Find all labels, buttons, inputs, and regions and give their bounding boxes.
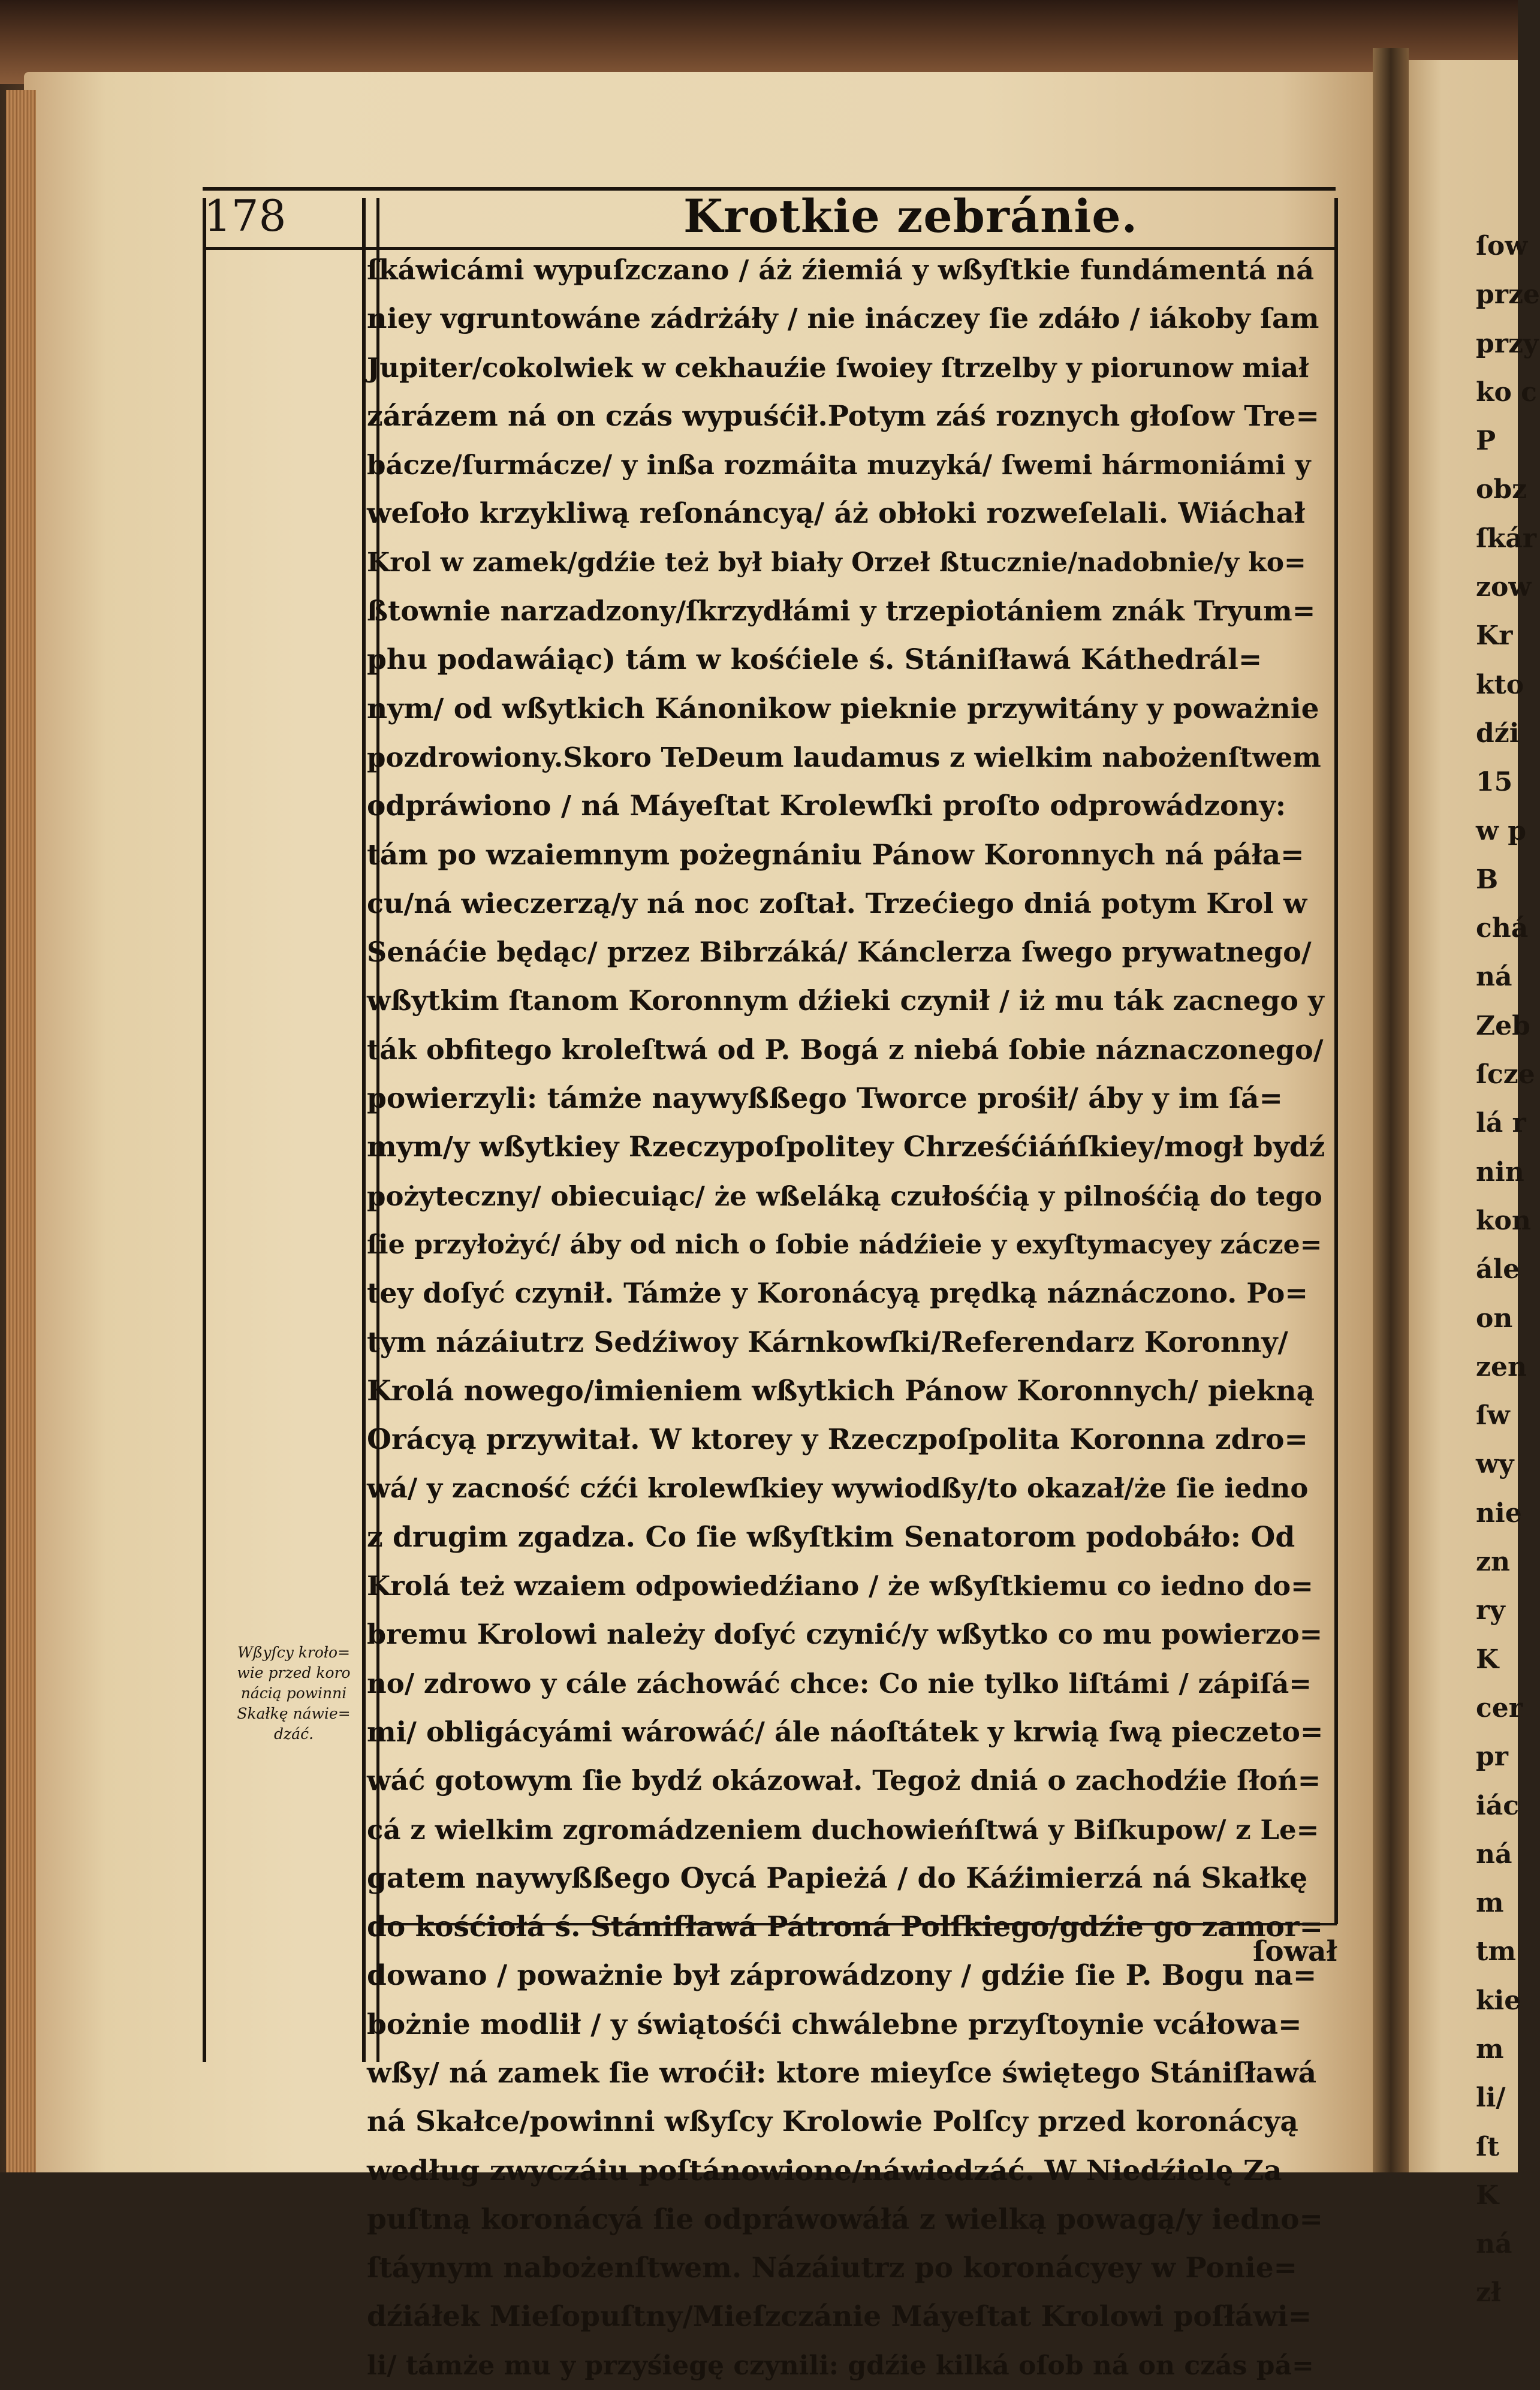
right-page-fragment: B: [1476, 864, 1499, 895]
right-page-fragment: ná: [1476, 2229, 1512, 2260]
right-page-fragment: ry: [1476, 1595, 1505, 1626]
text-line: bácze/ſurmácze/ y inßa rozmáita muzyká/ ſwemi hármoniámi y: [367, 449, 1311, 481]
text-line: tym názáiutrz Sedźiwoy Kárnkowſki/Referendarz Koronny/: [367, 1325, 1288, 1359]
right-page-fragment: ſcze: [1476, 1059, 1535, 1090]
right-page-fragment: tm: [1476, 1936, 1516, 1967]
right-page-fragment: ſow: [1476, 231, 1528, 261]
text-line: ná Skałce/powinni wßyſcy Krolowie Polſcy przed koronácyą: [367, 2105, 1298, 2139]
right-page-fragment: prze: [1476, 279, 1540, 311]
text-line: bremu Krolowi należy doſyć czynić/y wßytko co mu powierzo=: [367, 1618, 1323, 1651]
text-line: tey doſyć czynił. Támże y Koronácyą prędką náznáczono. Po=: [367, 1277, 1308, 1310]
margin-note-line: wie przed koro: [237, 1664, 351, 1681]
text-line: weſoło krzykliwą reſonáncyą/ áż obłoki rozweſelali. Wiáchał: [367, 497, 1306, 531]
right-page-fragment: lá r: [1476, 1108, 1526, 1139]
text-line: li/ támże mu y przyśiegę czynili: gdźie kilká oſob ná on czás pá=: [367, 2350, 1314, 2381]
right-page-fragment: on: [1476, 1303, 1513, 1334]
right-page-fragment: ko c: [1476, 376, 1537, 408]
page-fore-edge: [6, 90, 36, 2172]
right-page-fragment: zow: [1476, 572, 1532, 603]
right-page-fragment: li/: [1476, 2082, 1506, 2114]
text-line: gatem naywyßßego Oycá Papieżá / do Káźimierzá ná Skałkę: [367, 1861, 1308, 1895]
text-line: odpráwiono / ná Máyeſtat Krolewſki proſto odprowádzony:: [367, 789, 1286, 823]
right-page-fragment: chá: [1476, 913, 1529, 944]
text-line: mi/ obligácyámi wárowáć/ ále náoſtátek y krwią ſwą pieczeto=: [367, 1715, 1324, 1748]
right-page-fragment: zen: [1476, 1351, 1527, 1382]
text-line: wßy/ ná zamek ſie wroćił: ktore mieyſce świętego Stániſławá: [367, 2056, 1317, 2090]
right-page-fragment: ále: [1476, 1254, 1520, 1285]
right-page-fragment: K: [1476, 1644, 1499, 1675]
book-gutter: [1373, 48, 1409, 2172]
text-line: cu/ná wieczerzą/y ná noc zoſtał. Trzećiego dniá potym Krol w: [367, 887, 1307, 920]
right-page-fragment: iác: [1476, 1790, 1520, 1821]
margin-note-line: dzáć.: [273, 1725, 314, 1743]
text-line: ßtownie narzadzony/ſkrzydłámi y trzepiotániem znák Tryum=: [367, 595, 1316, 628]
page-title: Krotkie zebránie.: [683, 189, 1138, 243]
page-number: 178: [204, 191, 287, 241]
book-top-edge: [0, 0, 1518, 84]
margin-column-rule: [362, 198, 366, 2062]
outer-left-rule: [203, 198, 206, 2062]
text-line: zárázem ná on czás wypuśćił.Potym záś roznych głoſow Tre=: [367, 399, 1319, 433]
text-line: powierzyli: támże naywyßßego Tworce prośił/ áby y im ſá=: [367, 1082, 1283, 1116]
text-line: Krolá nowego/imieniem wßytkich Pánow Koronnych/ piekną: [367, 1374, 1315, 1408]
right-page-fragment: dźi: [1476, 718, 1520, 749]
margin-note-line: nácią powinni: [240, 1684, 347, 1702]
right-page-fragment: cer: [1476, 1692, 1523, 1723]
right-page-fragment: wy: [1476, 1449, 1514, 1480]
right-page-fragment: ſw: [1476, 1400, 1510, 1431]
text-line: tám po wzaiemnym pożegnániu Pánow Koronnych ná páła=: [367, 838, 1304, 872]
right-page-fragment: ná: [1476, 962, 1512, 993]
running-head: [204, 191, 1331, 251]
text-line: pożyteczny/ obiecuiąc/ że wßeláką czułośćią y pilnośćią do tego: [367, 1180, 1322, 1212]
right-page-fragment: zł: [1476, 2277, 1501, 2308]
text-line: wáć gotowym ſie bydź okázował. Tegoż dniá o zachodźie ſłoń=: [367, 1764, 1321, 1797]
text-line: ták obfitego kroleſtwá od P. Bogá z niebá ſobie náznaczonego/: [367, 1033, 1324, 1066]
text-line: nym/ od wßytkich Kánonikow pieknie przywitány y poważnie: [367, 692, 1319, 725]
right-page-fragment: K: [1476, 2180, 1499, 2211]
right-page-fragment: 15: [1476, 767, 1513, 798]
right-page-fragment: ná: [1476, 1839, 1512, 1870]
text-line: według zwyczáiu poſtánowione/náwiedzáć. W Niedźielę Za: [367, 2154, 1282, 2187]
text-line: Krol w zamek/gdźie też był biały Orzeł ßtucznie/nadobnie/y ko=: [367, 547, 1306, 578]
right-page-fragment: przy: [1476, 328, 1539, 359]
right-page-fragment: kto: [1476, 669, 1524, 700]
right-page-fragment: pr: [1476, 1741, 1508, 1773]
text-line: Senáćie będąc/ przez Bibrzáká/ Kánclerza ſwego prywatnego/: [367, 936, 1312, 969]
text-line: pozdrowiony.Skoro TeDeum laudamus z wielkim nabożenſtwem: [367, 741, 1321, 773]
right-page-fragment: nin: [1476, 1156, 1524, 1188]
right-page-fragment: ſkár: [1476, 523, 1537, 554]
text-line: no/ zdrowo y cále záchowáć chce: Co nie tylko liſtámi / zápiſá=: [367, 1667, 1312, 1699]
text-line: puſtną koronácyá ſie odpráwowáłá z wielką powagą/y iedno=: [367, 2202, 1323, 2236]
right-page-fragment: obz: [1476, 474, 1527, 505]
margin-note: [222, 1642, 366, 1744]
margin-note-line: Skałkę náwie=: [237, 1705, 351, 1722]
catchword: ſował: [1253, 1935, 1337, 1968]
text-line: wßytkim ſtanom Koronnym dźieki czynił / iż mu ták zacnego y: [367, 984, 1324, 1017]
right-page-fragment: kie: [1476, 1985, 1521, 2016]
text-line: niey vgruntowáne zádrżáły / nie ináczey ſie zdáło / iákoby ſam: [367, 302, 1319, 335]
right-text-rule: [1334, 198, 1338, 1924]
text-line: Jupiter/cokolwiek w cekhauźie ſwoiey ſtrzelby y piorunow miał: [367, 351, 1309, 384]
main-text-block: [367, 246, 1326, 2390]
text-line: z drugim zgadza. Co ſie wßyſtkim Senatorom podobáło: Od: [367, 1520, 1295, 1554]
text-line: mym/y wßytkiey Rzeczypoſpolitey Chrześćiáńſkiey/mogł bydź: [367, 1131, 1325, 1164]
text-line: phu podawáiąc) tám w kośćiele ś. Stániſławá Káthedrál=: [367, 643, 1262, 677]
right-page-fragment: nie: [1476, 1497, 1522, 1529]
right-page-fragment: Kr: [1476, 620, 1513, 652]
right-page-fragment: kon: [1476, 1205, 1531, 1236]
right-page-fragment: P: [1476, 426, 1496, 457]
right-page-fragment: w p: [1476, 815, 1526, 846]
text-line: ſie przyłożyć/ áby od nich o ſobie nádźieie y exyſtymacyey zácze=: [367, 1229, 1322, 1260]
right-page-text-fragments: [1476, 222, 1540, 2317]
text-line: cá z wielkim zgromádzeniem duchowieńſtwá y Biſkupow/ z Le=: [367, 1813, 1319, 1846]
right-page-fragment: ſt: [1476, 2131, 1500, 2162]
text-line: do kośćiołá ś. Stániſławá Pátroná Polſkiego/gdźie go zamor=: [367, 1910, 1324, 1944]
text-line: dowano / poważnie był záprowádzony / gdźie ſie P. Bogu na=: [367, 1959, 1317, 1993]
margin-note-line: Wßyſcy kroło=: [237, 1644, 351, 1661]
text-line: ſkáwicámi wypuſzczano / áż źiemiá y wßyſtkie fundámentá ná: [367, 254, 1315, 286]
right-page-fragment: m: [1476, 1888, 1504, 1919]
right-page-fragment: zn: [1476, 1547, 1510, 1578]
text-line: Krolá też wzaiem odpowiedźiano / że wßyſtkiemu co iedno do=: [367, 1570, 1313, 1602]
text-line: wá/ y zacność cźći krolewſkiey wywiodßy/to okazał/że ſie iedno: [367, 1472, 1309, 1505]
right-page-fragment: m: [1476, 2033, 1504, 2064]
text-line: ſtáynym nabożenſtwem. Názáiutrz po koronácyey w Ponie=: [367, 2252, 1298, 2285]
right-page-fragment: Zeb: [1476, 1010, 1530, 1041]
text-line: bożnie modlił / y świątośći chwálebne przyſtoynie vcáłowa=: [367, 2008, 1302, 2041]
text-line: dźiáłek Mieſopuſtny/Mieſzczánie Máyeſtat Krolowi poſłáwi=: [367, 2300, 1312, 2334]
text-line: Orácyą przywitał. W ktorey y Rzeczpoſpolita Koronna zdro=: [367, 1423, 1308, 1457]
